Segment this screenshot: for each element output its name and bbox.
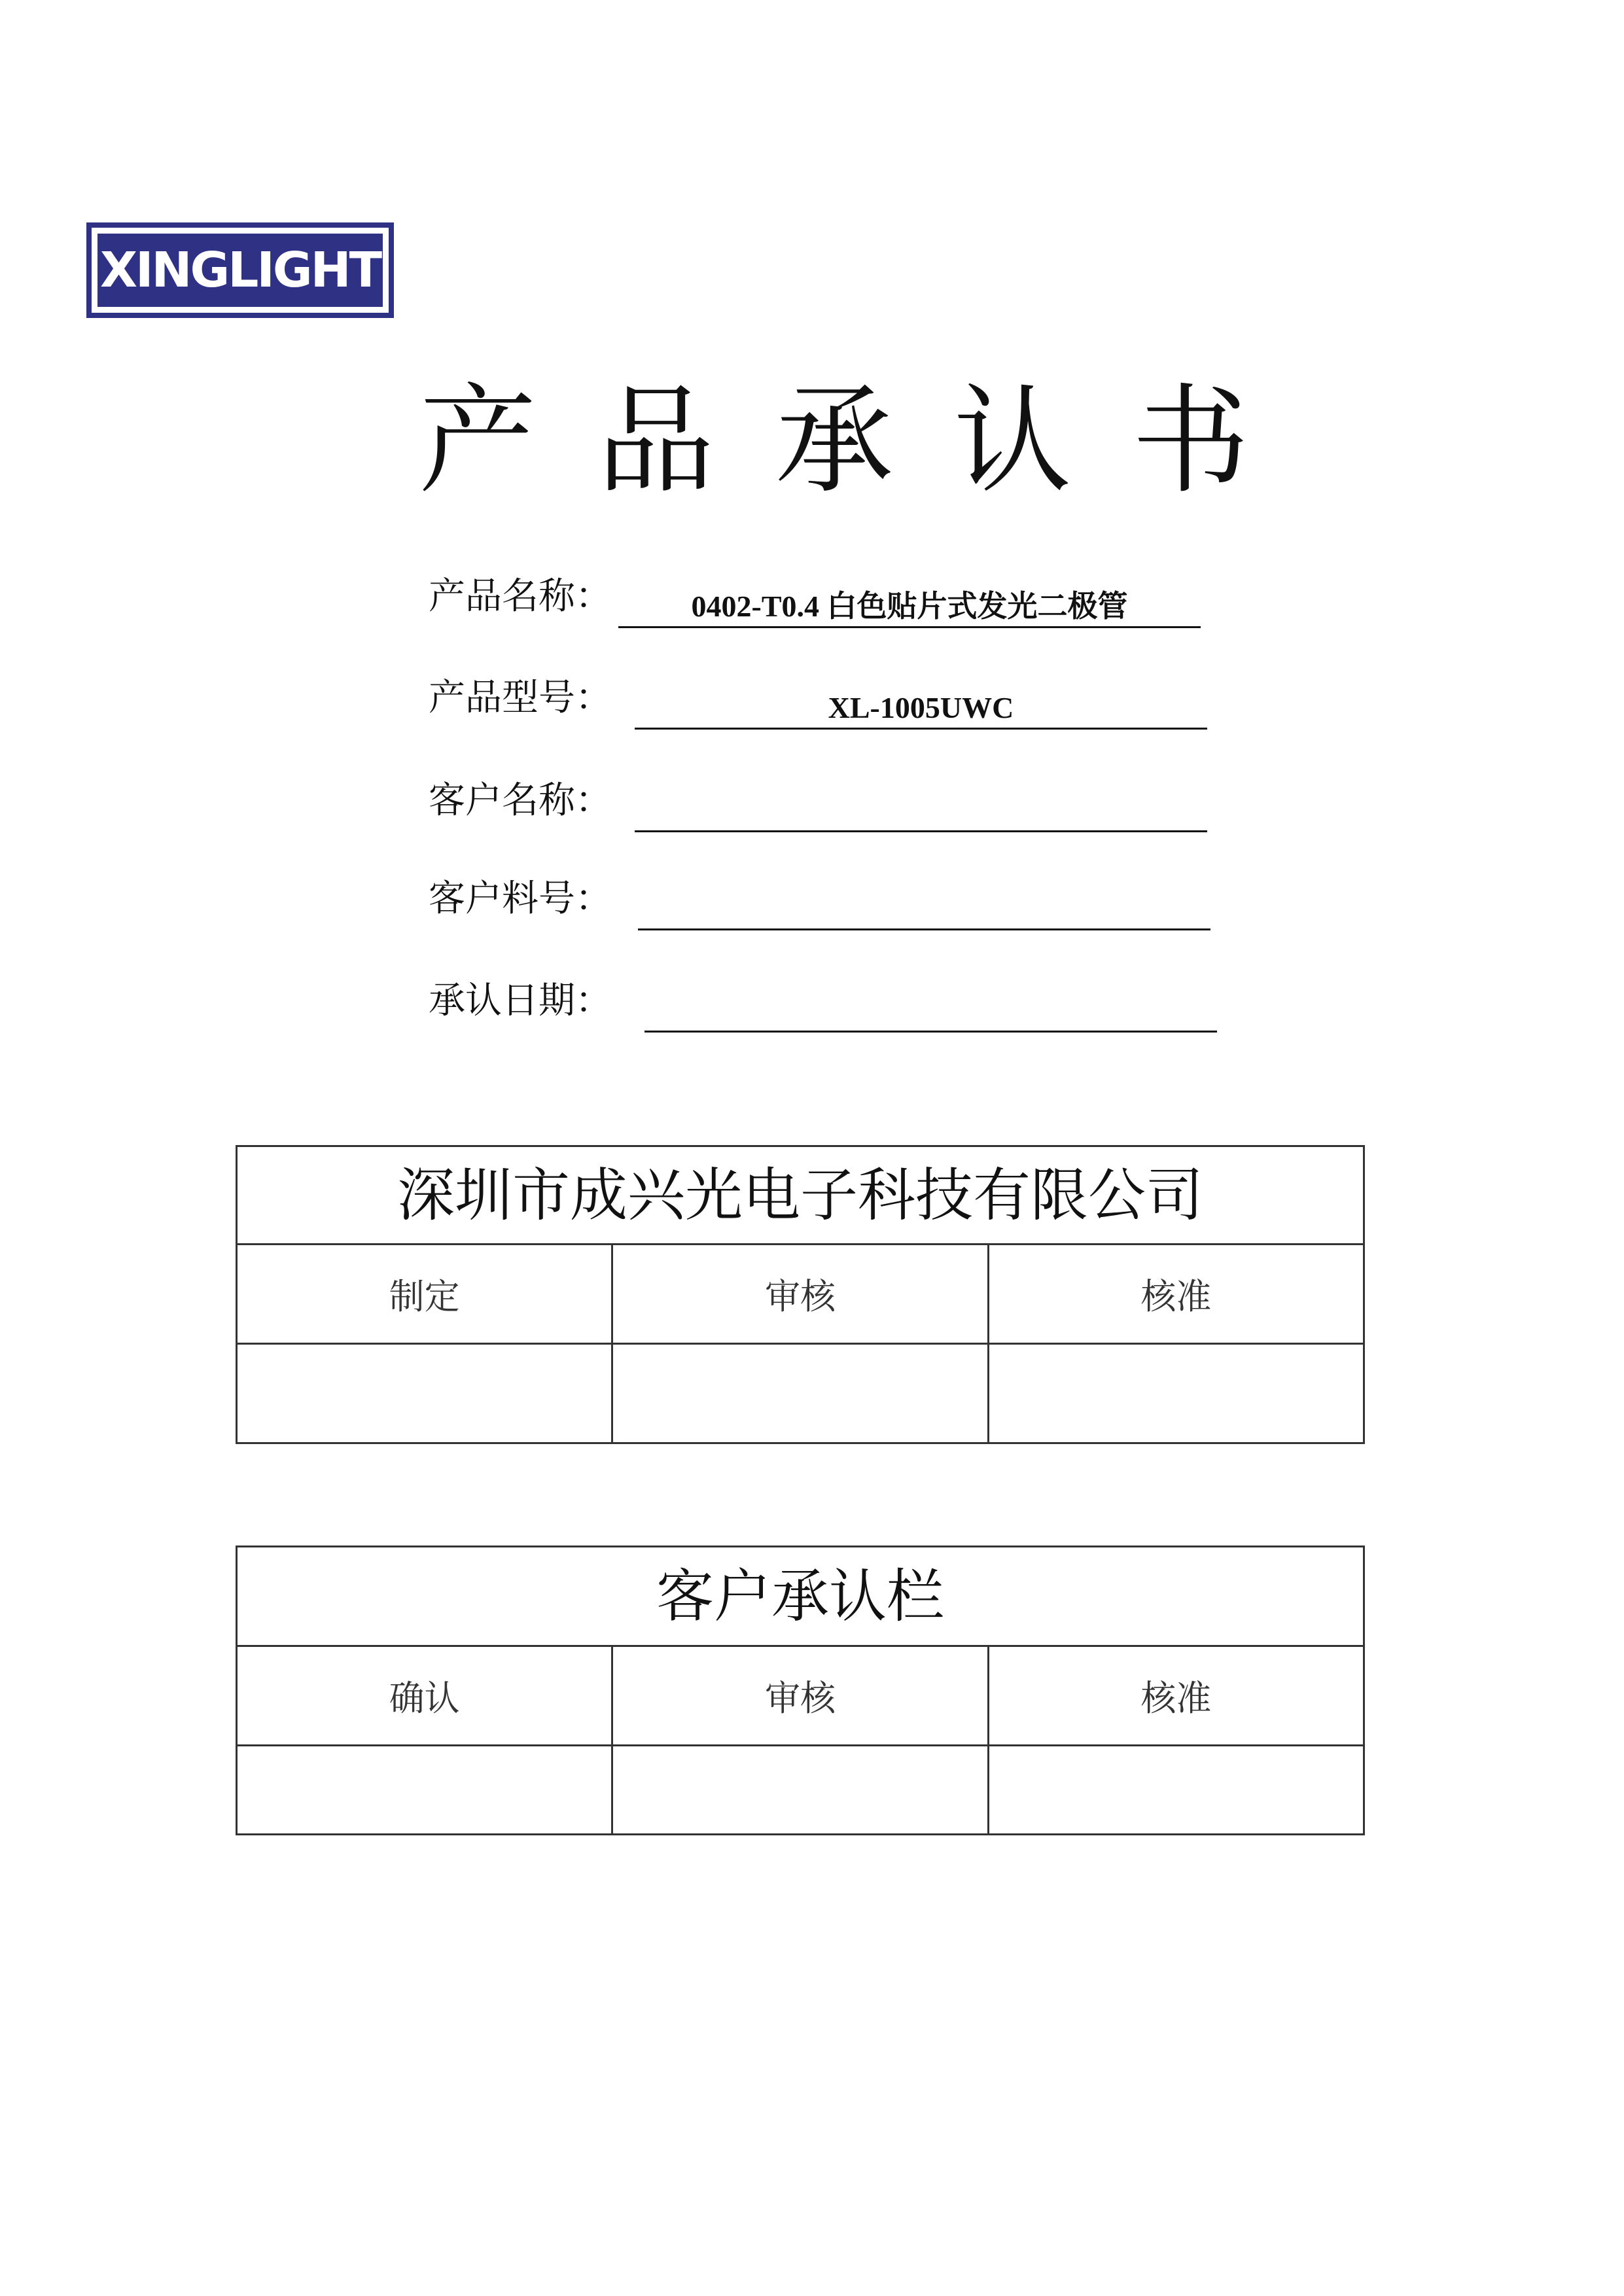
title-char: 承 <box>775 373 893 510</box>
title-char: 品 <box>597 373 715 510</box>
field-product-model <box>429 658 1240 730</box>
customer-approval-table <box>236 1545 1365 1835</box>
approval-date-label: 承认日期： <box>429 980 612 1022</box>
product-model-value[interactable]: XL-1005UWC <box>828 691 1014 724</box>
company-logo <box>86 222 394 318</box>
customer-approval-header: 客户承认栏 <box>237 1547 1364 1646</box>
role-approved-label: 核准 <box>988 1646 1364 1746</box>
field-product-name <box>429 556 1240 628</box>
signature-cell-reviewed[interactable] <box>612 1746 988 1835</box>
field-customer-part-no <box>429 858 1240 930</box>
role-confirmed-label: 确认 <box>237 1646 612 1746</box>
company-signoff-table <box>236 1145 1365 1444</box>
role-approved-label: 核准 <box>988 1245 1364 1344</box>
signature-cell-reviewed[interactable] <box>612 1344 988 1443</box>
company-name-header: 深圳市成兴光电子科技有限公司 <box>237 1146 1364 1245</box>
title-char: 认 <box>953 373 1072 510</box>
product-name-value[interactable]: 0402-T0.4 白色贴片式发光二极管 <box>691 590 1128 623</box>
customer-name-label: 客户名称： <box>429 779 612 822</box>
customer-name-underline <box>635 830 1207 832</box>
field-approval-date <box>429 961 1240 1033</box>
role-prepared-label: 制定 <box>237 1245 612 1344</box>
product-model-label: 产品型号： <box>429 677 612 719</box>
product-name-label: 产品名称： <box>429 575 612 618</box>
approval-date-underline <box>644 1031 1217 1033</box>
document-title <box>419 373 1250 510</box>
logo-text: XINGLIGHT <box>97 234 383 307</box>
customer-part-no-label: 客户料号： <box>429 877 612 920</box>
title-char: 产 <box>419 373 537 510</box>
signature-cell-approved[interactable] <box>988 1344 1364 1443</box>
product-name-underline <box>618 626 1201 628</box>
role-reviewed-label: 审核 <box>612 1245 988 1344</box>
product-model-underline <box>635 728 1207 730</box>
field-customer-name <box>429 760 1240 832</box>
customer-part-no-underline <box>638 928 1210 930</box>
title-char: 书 <box>1131 373 1250 510</box>
role-reviewed-label: 审核 <box>612 1646 988 1746</box>
signature-cell-confirmed[interactable] <box>237 1746 612 1835</box>
signature-cell-approved[interactable] <box>988 1746 1364 1835</box>
signature-cell-prepared[interactable] <box>237 1344 612 1443</box>
